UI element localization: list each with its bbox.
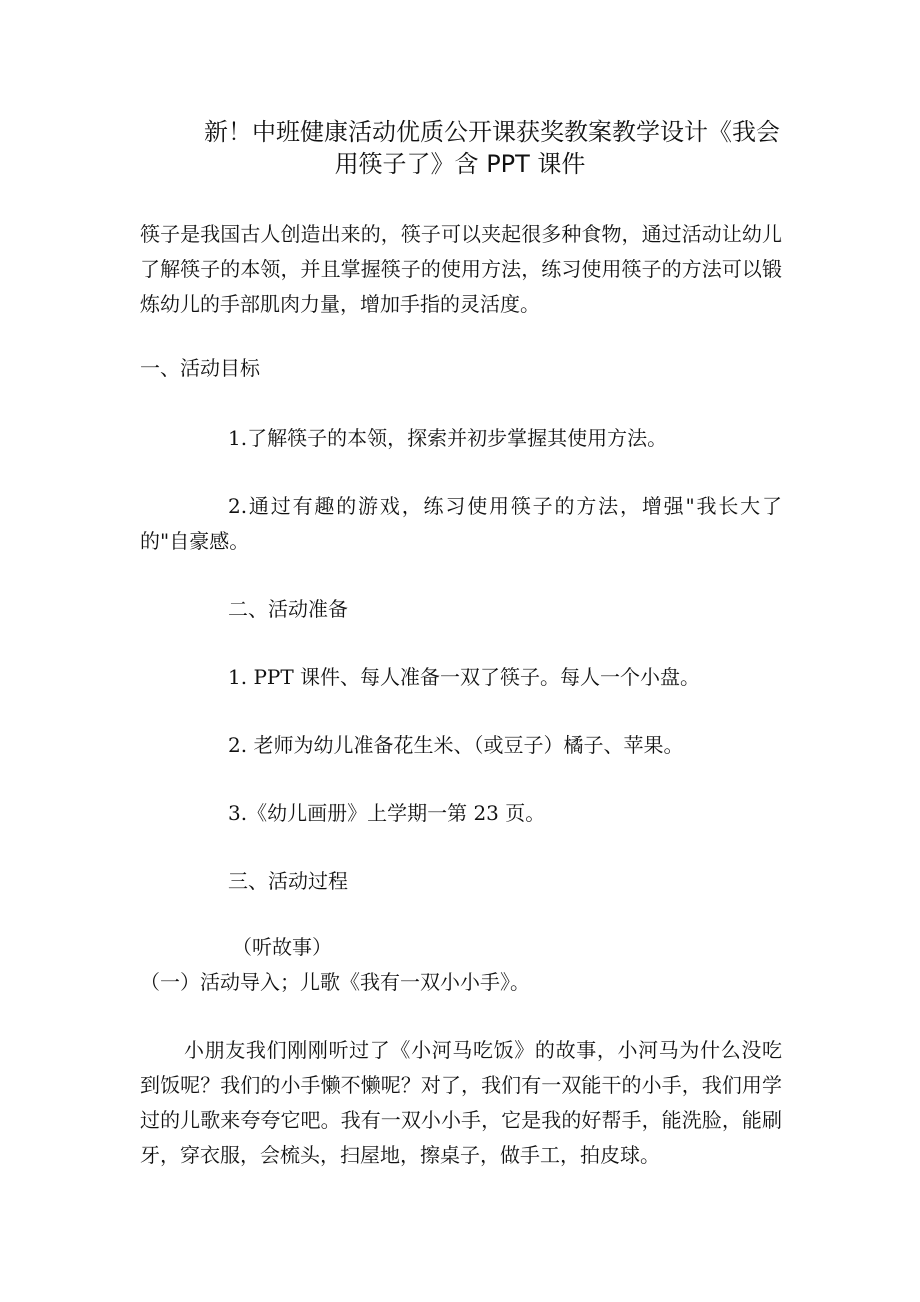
section2-item-2: 2. 老师为幼儿准备花生米、（或豆子）橘子、苹果。	[228, 733, 684, 757]
section2-item-1: 1. PPT 课件、每人准备一双了筷子。每人一个小盘。	[228, 665, 701, 689]
section3-heading: 三、活动过程	[228, 869, 348, 893]
story-note: （听故事）	[232, 935, 332, 959]
section1-item-1: 1.了解筷子的本领，探索并初步掌握其使用方法。	[228, 426, 668, 450]
section1-item-2: 2.通过有趣的游戏，练习使用筷子的方法，增强"我长大了的"自豪感。	[140, 494, 782, 553]
document-title-line1: 新！中班健康活动优质公开课获奖教案教学设计《我会	[204, 118, 780, 146]
part1-paragraph: 小朋友我们刚刚听过了《小河马吃饭》的故事，小河马为什么没吃到饭呢？我们的小手懒不懒呢？对了，我们有一双能干的小手，我们用学过的儿歌来夸夸它吧。我有一双小小手，它是我的好帮手，能洗脸，能刷牙，穿衣服，会梳头，扫屋地，擦桌子，做手工，拍皮球。	[140, 1038, 782, 1167]
intro-paragraph: 筷子是我国古人创造出来的，筷子可以夹起很多种食物，通过活动让幼儿了解筷子的本领，并且掌握筷子的使用方法，练习使用筷子的方法可以锻炼幼儿的手部肌肉力量，增加手指的灵活度。	[140, 222, 782, 316]
section2-heading: 二、活动准备	[228, 597, 348, 621]
part1-heading: （一）活动导入；儿歌《我有一双小小手》。	[140, 970, 530, 994]
section2-item-3: 3.《幼儿画册》上学期一第 23 页。	[228, 801, 546, 825]
section1-heading: 一、活动目标	[140, 356, 260, 380]
document-title-line2: 用筷子了》含 PPT 课件	[334, 150, 586, 178]
